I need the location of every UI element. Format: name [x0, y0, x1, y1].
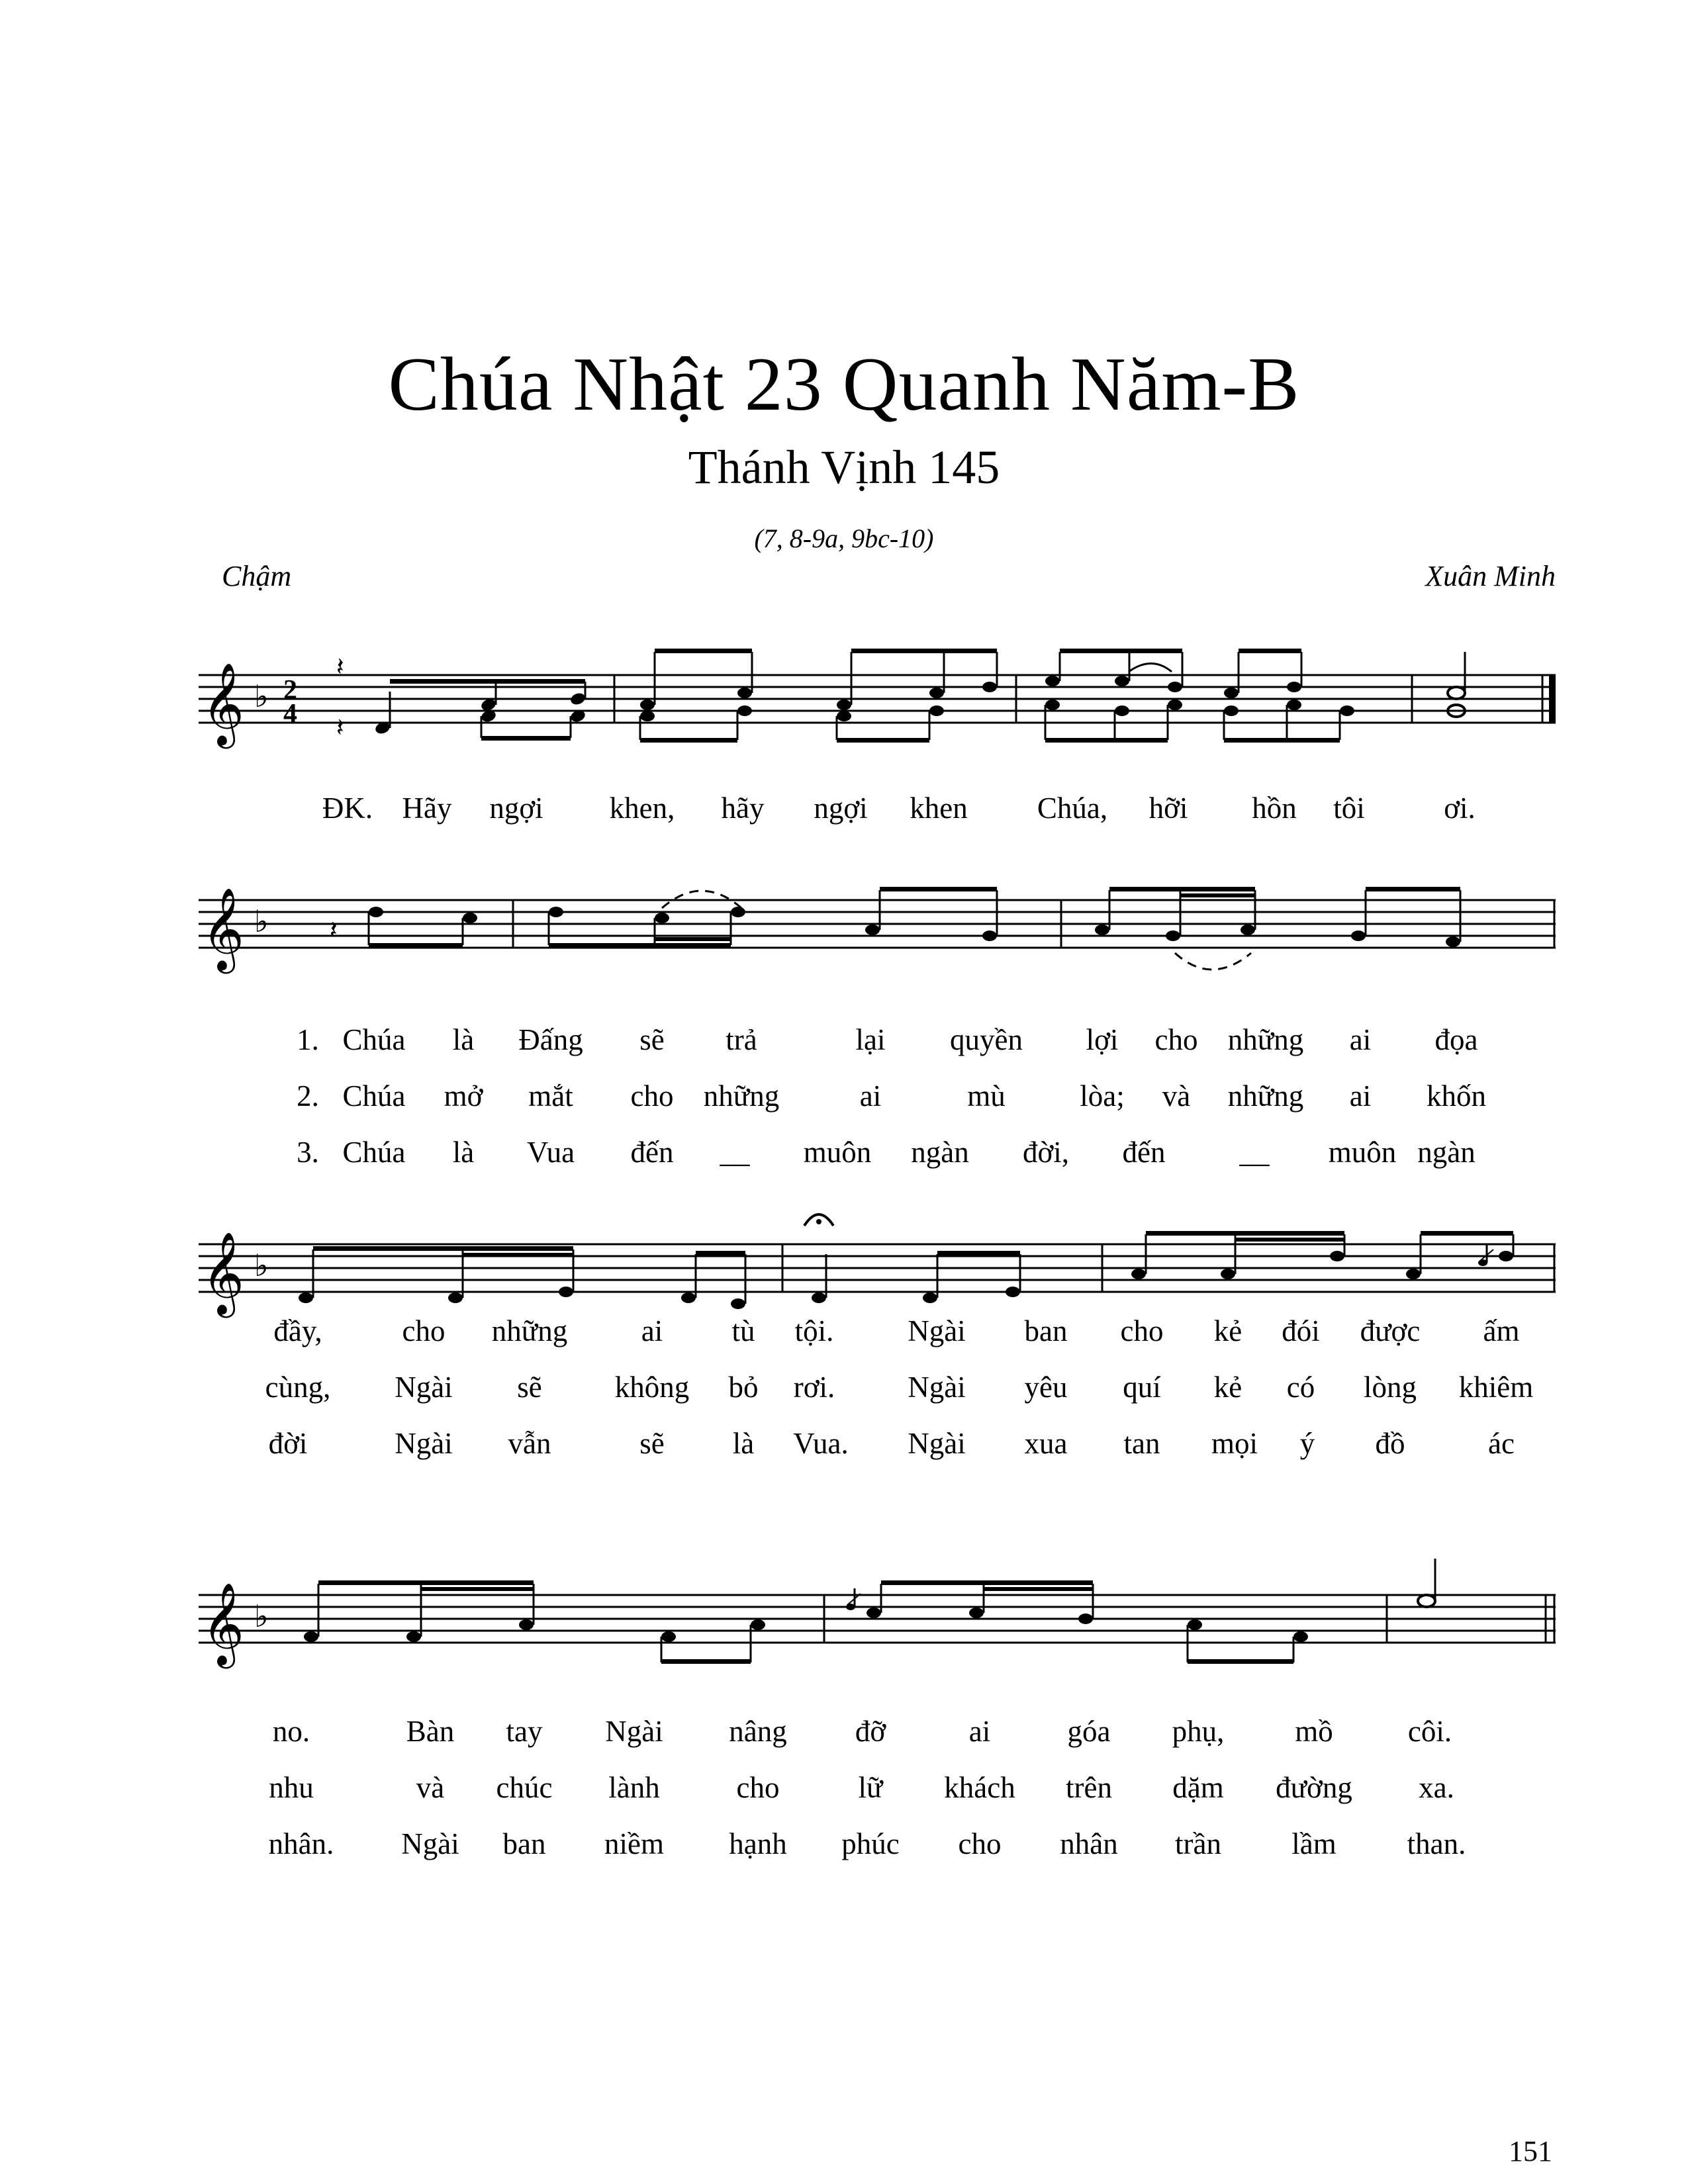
lyric: Chúa: [342, 1023, 406, 1056]
lyric: yêu: [1024, 1371, 1068, 1404]
lyric: trên: [1066, 1771, 1112, 1804]
lyric: có: [1286, 1371, 1315, 1404]
lyric: nhân: [1060, 1827, 1118, 1860]
lyric: là: [452, 1023, 475, 1056]
lyric: __: [1239, 1136, 1270, 1169]
lyric: mở: [444, 1079, 483, 1113]
lyric: những: [491, 1314, 568, 1347]
lyric: no.: [272, 1715, 310, 1748]
verses-reference: (7, 8-9a, 9bc-10): [754, 523, 934, 553]
lyric: đến: [1122, 1136, 1166, 1169]
lyric: lầm: [1291, 1827, 1336, 1860]
lyric: côi.: [1407, 1715, 1452, 1748]
lyric: đến: [630, 1136, 674, 1169]
lyric: những: [703, 1079, 780, 1113]
lyric: ngàn: [1417, 1136, 1476, 1169]
verse-1-line: [0, 1023, 1688, 1062]
lyric: khen,: [609, 792, 675, 825]
lyric: ngàn: [911, 1136, 969, 1169]
refrain-lyrics: [0, 791, 1688, 831]
lyric: Ngài: [395, 1371, 453, 1404]
treble-clef-icon: 𝄞: [202, 887, 244, 970]
lyric: bỏ: [728, 1371, 759, 1404]
lyric: đồ: [1375, 1427, 1405, 1460]
lyric: Ngài: [908, 1371, 966, 1404]
lyric: Chúa: [342, 1136, 406, 1169]
lyric: nhân.: [268, 1827, 334, 1860]
treble-clef-icon: 𝄞: [202, 1582, 244, 1665]
lyric: phụ,: [1172, 1715, 1225, 1748]
lyric: lòng: [1363, 1371, 1417, 1404]
lyric: ấm: [1483, 1314, 1520, 1347]
lyric: và: [1162, 1079, 1191, 1113]
lyric: nâng: [729, 1715, 787, 1748]
lyric: ngợi: [814, 792, 868, 825]
flat-key-signature-icon: ♭: [254, 903, 269, 939]
lyric: khốn: [1427, 1079, 1486, 1113]
lyric: cho: [736, 1771, 780, 1804]
lyric: Vua: [526, 1136, 575, 1169]
verse-2-line: [0, 1770, 1688, 1810]
lyric: xua: [1024, 1427, 1068, 1460]
lyric: ai: [641, 1314, 663, 1347]
lyric: lòa;: [1080, 1079, 1125, 1113]
lyric: chúc: [496, 1771, 553, 1804]
lyric: trần: [1175, 1827, 1221, 1860]
treble-clef-icon: 𝄞: [202, 1232, 244, 1314]
lyric: __: [720, 1136, 750, 1169]
lyric: tay: [506, 1715, 543, 1748]
lyric: quyền: [950, 1023, 1023, 1056]
verse-3-line: [0, 1827, 1688, 1866]
lyric: rơi.: [793, 1371, 835, 1404]
lyric: góa: [1067, 1715, 1111, 1748]
lyric: đọa: [1434, 1023, 1478, 1056]
lyric: cho: [958, 1827, 1002, 1860]
lyric: ban: [1024, 1314, 1068, 1347]
quarter-rest-icon: 𝄽: [336, 713, 344, 742]
lyric: sẽ: [517, 1371, 542, 1404]
lyric: khiêm: [1458, 1371, 1534, 1404]
verse-2-line: [0, 1079, 1688, 1118]
lyric: sẽ: [639, 1427, 665, 1460]
lyric: trả: [726, 1023, 757, 1056]
lyric: ban: [502, 1827, 546, 1860]
lyric: cho: [402, 1314, 445, 1347]
lyric: hạnh: [729, 1827, 787, 1860]
lyric: đói: [1282, 1314, 1320, 1347]
lyric: là: [452, 1136, 475, 1169]
lyric: phúc: [841, 1827, 900, 1860]
lyric: dặm: [1172, 1771, 1224, 1804]
lyric: 1.: [297, 1023, 319, 1056]
verse-2-line: [0, 1370, 1688, 1410]
lyric: Ngài: [395, 1427, 453, 1460]
lyric: ngợi: [489, 792, 543, 825]
lyric: hãy: [721, 792, 765, 825]
lyric: muôn: [1328, 1136, 1397, 1169]
flat-key-signature-icon: ♭: [254, 678, 269, 714]
lyric: những: [1227, 1023, 1304, 1056]
lyric: mồ: [1295, 1715, 1333, 1748]
staff-system-1: [0, 635, 1688, 768]
page-subtitle: Thánh Vịnh 145: [688, 441, 1000, 494]
lyric: Bàn: [406, 1715, 455, 1748]
lyric: 3.: [297, 1136, 319, 1169]
lyric: lữ: [858, 1771, 883, 1804]
lyric: tội.: [794, 1314, 834, 1347]
lyric: không: [614, 1371, 690, 1404]
lyric: tôi: [1333, 792, 1365, 825]
flat-key-signature-icon: ♭: [254, 1598, 269, 1634]
lyric: ĐK.: [322, 792, 373, 825]
lyric: lại: [855, 1023, 886, 1056]
lyric: mắt: [528, 1079, 573, 1113]
flat-key-signature-icon: ♭: [254, 1248, 269, 1283]
quarter-rest-icon: 𝄽: [330, 915, 338, 944]
verse-3-line: [0, 1426, 1688, 1466]
lyric: Chúa: [342, 1079, 406, 1113]
lyric: niềm: [604, 1827, 664, 1860]
lyric: vẫn: [508, 1427, 551, 1460]
lyric: là: [732, 1427, 755, 1460]
composer: Xuân Minh: [1425, 560, 1556, 592]
lyric: đỡ: [855, 1715, 886, 1748]
verse-3-line: [0, 1135, 1688, 1175]
lyric: Đấng: [518, 1023, 583, 1056]
lyric: đời: [268, 1427, 308, 1460]
lyric: Ngài: [605, 1715, 663, 1748]
lyric: Ngài: [908, 1427, 966, 1460]
lyric: cho: [1120, 1314, 1164, 1347]
lyric: Ngài: [401, 1827, 459, 1860]
lyric: khách: [944, 1771, 1015, 1804]
verse-1-line: [0, 1314, 1688, 1353]
time-signature-top: 2: [283, 675, 297, 705]
lyric: tù: [731, 1314, 755, 1347]
lyric: kẻ: [1213, 1314, 1243, 1347]
staff-system-4: [0, 1549, 1688, 1681]
lyric: Ngài: [908, 1314, 966, 1347]
lyric: Vua.: [793, 1427, 849, 1460]
notes-measure-4: [1448, 652, 1465, 717]
lyric: Chúa,: [1037, 792, 1108, 825]
lyric: Hãy: [402, 792, 452, 825]
quarter-rest-icon: 𝄽: [336, 652, 344, 681]
lyric: mọi: [1211, 1427, 1258, 1460]
lyric: sẽ: [639, 1023, 665, 1056]
lyric: ai: [968, 1715, 991, 1748]
lyric: cùng,: [265, 1371, 331, 1404]
lyric: ai: [1349, 1023, 1372, 1056]
lyric: cho: [1154, 1023, 1198, 1056]
lyric: những: [1227, 1079, 1304, 1113]
lyric: kẻ: [1213, 1371, 1243, 1404]
lyric: đời,: [1022, 1136, 1070, 1169]
lyric: muôn: [803, 1136, 872, 1169]
tempo-marking: Chậm: [222, 560, 292, 592]
lyric: 2.: [297, 1079, 319, 1113]
lyric: ý: [1299, 1427, 1315, 1460]
lyric: xa.: [1419, 1771, 1454, 1804]
staff-system-2: [0, 874, 1688, 993]
lyric: nhu: [269, 1771, 314, 1804]
lyric: cho: [630, 1079, 674, 1113]
page-number: 151: [1509, 2135, 1552, 2167]
page-title: Chúa Nhật 23 Quanh Năm-B: [388, 342, 1300, 427]
lyric: đầy,: [273, 1314, 322, 1347]
lyric: hỡi: [1149, 792, 1188, 825]
treble-clef-icon: 𝄞: [202, 662, 244, 745]
time-signature-bottom: 4: [283, 699, 297, 729]
lyric: mù: [967, 1079, 1006, 1113]
lyric: và: [416, 1771, 445, 1804]
lyric: được: [1360, 1314, 1421, 1347]
lyric: ai: [1349, 1079, 1372, 1113]
lyric: lợi: [1086, 1023, 1119, 1056]
lyric: hồn: [1252, 792, 1297, 825]
lyric: khen: [910, 792, 968, 825]
lyric: than.: [1407, 1827, 1466, 1860]
lyric: ơi.: [1444, 792, 1476, 825]
lyric: ác: [1488, 1427, 1515, 1460]
lyric: đường: [1276, 1771, 1352, 1804]
lyric: lành: [608, 1771, 660, 1804]
staff-system-3: [0, 1198, 1688, 1330]
lyric: quí: [1123, 1371, 1161, 1404]
lyric: tan: [1123, 1427, 1160, 1460]
verse-1-line: [0, 1714, 1688, 1754]
lyric: ai: [859, 1079, 882, 1113]
